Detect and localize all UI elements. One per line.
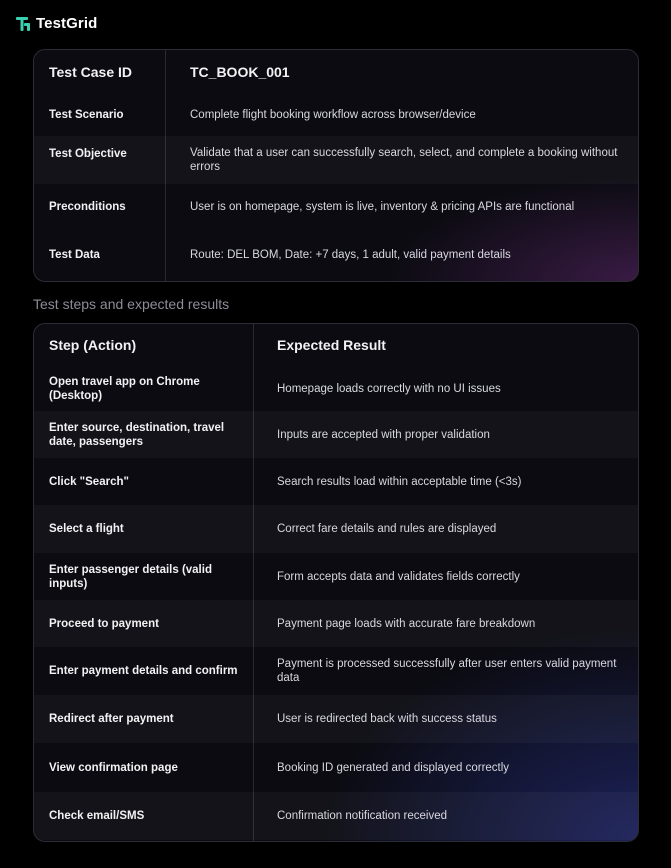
expected-cell: Search results load within acceptable time (<3s) — [277, 475, 522, 488]
row-value: User is on homepage, system is live, inventory & pricing APIs are functional — [190, 201, 575, 213]
table-row — [34, 553, 638, 600]
table-row — [34, 792, 638, 840]
testgrid-logo — [16, 15, 97, 32]
step-cell: Select a flight — [49, 523, 124, 535]
step-cell: Check email/SMS — [49, 810, 145, 822]
table-header — [34, 324, 638, 366]
table-row — [34, 366, 638, 411]
step-header: Step (Action) — [49, 337, 137, 353]
expected-cell: Form accepts data and validates fields correctly — [277, 570, 520, 583]
test-objective-row — [34, 136, 638, 184]
step-cell: View confirmation page — [49, 761, 178, 774]
row-value: Route: DEL BOM, Date: +7 days, 1 adult, valid payment details — [190, 248, 511, 261]
step-cell: Enter payment details and confirm — [49, 665, 238, 677]
brand-name: TestGrid — [36, 15, 98, 32]
table-row — [34, 505, 638, 553]
test-data-row — [34, 230, 638, 279]
expected-cell: Payment page loads with accurate fare breakdown — [277, 617, 536, 630]
step-cell: Enter passenger details (valid inputs) — [49, 563, 212, 590]
step-cell: Enter source, destination, travel date, passengers — [49, 421, 225, 448]
row-label: Preconditions — [49, 201, 126, 213]
expected-cell: Inputs are accepted with proper validation — [277, 428, 490, 441]
table-row — [34, 743, 638, 792]
test-case-id-value: TC_BOOK_001 — [190, 63, 290, 80]
expected-cell: Booking ID generated and displayed correctly — [277, 761, 510, 774]
row-value: Complete flight booking workflow across browser/device — [190, 108, 476, 121]
table-row — [34, 458, 638, 505]
step-cell: Click "Search" — [49, 475, 129, 488]
test-case-id-row — [34, 50, 638, 93]
expected-cell: User is redirected back with success status — [277, 713, 497, 725]
section-title: Test steps and expected results — [33, 296, 230, 312]
step-cell: Proceed to payment — [49, 617, 159, 630]
step-cell: Redirect after payment — [49, 713, 174, 725]
test-case-table — [33, 49, 639, 282]
expected-cell: Confirmation notification received — [277, 810, 448, 822]
table-row — [34, 647, 638, 695]
expected-cell: Homepage loads correctly with no UI issues — [277, 382, 501, 395]
row-label: Test Objective — [49, 148, 127, 160]
row-value: Validate that a user can successfully search, select, and complete a booking without errors — [190, 147, 618, 173]
row-label: Test Scenario — [49, 108, 124, 121]
test-scenario-row — [34, 93, 638, 136]
table-row — [34, 411, 638, 458]
expected-cell: Payment is processed successfully after user enters valid payment data — [277, 658, 617, 684]
expected-header: Expected Result — [277, 337, 386, 353]
table-row — [34, 600, 638, 647]
table-row — [34, 695, 638, 743]
step-cell: Open travel app on Chrome (Desktop) — [49, 375, 200, 402]
testgrid-logo-icon — [16, 17, 31, 31]
row-label: Test Data — [49, 248, 100, 261]
test-steps-table — [33, 323, 639, 842]
expected-cell: Correct fare details and rules are displayed — [277, 523, 497, 535]
test-case-id-label: Test Case ID — [49, 63, 132, 80]
preconditions-row — [34, 184, 638, 230]
